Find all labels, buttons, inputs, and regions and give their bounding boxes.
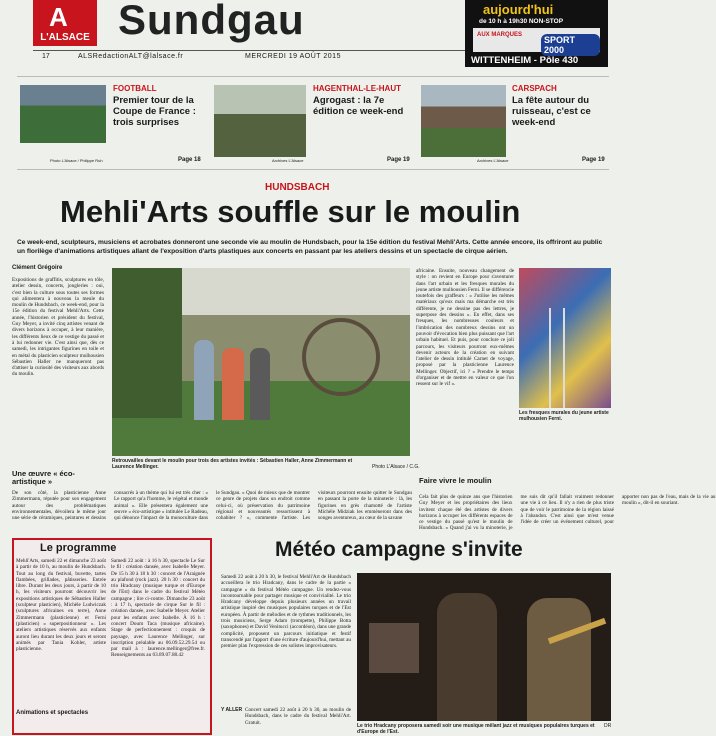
article-chapeau: Ce week-end, sculpteurs, musiciens et acrobates donneront une seconde vie au moulin de Hundsbach, pour la 15e édition du festival Mehli'Arts. Cette année encore, ils offriront au public un florilège d'animations artistiques allant de l'exposition d'arts plastiques aux concerts en passant par les ateliers dessins et un spectacle de cirque aérien. — [17, 239, 603, 255]
ad-location: WITTENHEIM - Pôle 430 — [471, 55, 579, 66]
ad-line2: de 10 h à 19h30 NON-STOP — [479, 18, 564, 25]
article-sub2-text: Cela fait plus de quinze ans que l'historien Guy Meyer et les propriétaires des lieux invitent chaque été des artistes de divers horizons à occuper les différents espaces de ce vestige du passé qu'est le moulin de Hundsbach. « Quand j'ai vu la minoterie, je me suis dit qu'il fallait vraiment redonner une vie à ce lieu. Il n'y a rien de plus triste que de voir le patrimoine de la région laissé à l'abandon. C'est ainsi que m'est venue l'idée de créer un événement culturel, pour apporter non pas de l'eau, mais de la vie au moulin », dit-il en souriant. — [419, 494, 716, 532]
photo-accordion — [369, 623, 419, 673]
mural-photo — [519, 268, 611, 408]
meteo-photo-credit: DR — [604, 723, 612, 729]
mural-caption: Les fresques murales du jeune artiste mulhousien Ferni. — [519, 410, 609, 422]
main-photo-credit: Photo L'Alsace / C.G. — [372, 464, 420, 470]
teaser-page: Page 18 — [178, 157, 201, 163]
ad-brand: AUX MARQUES — [477, 32, 523, 38]
teaser-credit: Archives L'Alsace — [272, 158, 304, 163]
programme-sub-text: Samedi 22 août : à 16 h 30, spectacle Le Sur le fil : création dansée, avec Isabelle Meyer. De 15 h 30 à 18 h 30 : concert de l'Araignée au plafond (rock jazz). 20 h 30 : concert du trio Hradcany (musique turque et d'Europe de l'Est) dans le cadre du festival Météo campagne ; lire ci-contre. Dimanche 23 août : à 17 h, spectacle de cirque Sur le fil : création dansée, avec Isabelle Meyer. Atelier pour les enfants avec Isabelle. À 16 h : concert Doum Taca (musique africaine). Stage de perfectionnement : croquis de paysage, avec Laurence Mellinger, sur inscription préalable au 06.09.52.29.54 ou par mail à : laurence.mellinger@free.fr. Renseignements au 03.89.07.88.42 — [111, 558, 205, 659]
masthead-date: MERCREDI 19 AOÛT 2015 — [245, 53, 341, 60]
teaser-kicker: FOOTBALL — [113, 84, 157, 93]
photo-musician-2 — [527, 598, 591, 721]
photo-person-1 — [194, 340, 214, 420]
teaser-credit: Archives L'Alsace — [477, 158, 509, 163]
teaser-title: Premier tour de la Coupe de France : trois surprises — [113, 95, 196, 128]
article-location: HUNDSBACH — [265, 182, 330, 193]
ad-brand2: SPORT 2000 — [541, 34, 600, 56]
article-headline: Mehli'Arts souffle sur le moulin — [60, 194, 521, 229]
programme-sub: Animations et spectacles — [16, 710, 89, 716]
programme-text: Mehli'Arts, samedi 22 et dimanche 23 août à partir de 10 h, au moulin de Hundsbach. Tout au long du festival, buvette, tartes flambées, grillades, pâtisseries. Entrée libre. Durant les deux jours, à partir de 10 h, les visiteurs pourront découvrir les expositions artistiques de Sébastien Haller (sculpteur plasticien), Michèle Ludwiczak (sculptures africaines en terre), Anne Zimmermann (plasticienne) et Ferni (plasticien) « superpositionneur ». Les ateliers artistiques réservés aux enfants auront lieu durant les deux jours et seront animés par Tania Kohler, artiste plasticienne. — [16, 558, 106, 653]
page-number: 17 — [42, 53, 50, 60]
logo-mark: A — [49, 2, 68, 32]
meteo-text: Samedi 22 août à 20 h 30, le festival Mehli'Art de Hundsbach accueillera le trio Hradcany, dans le cadre de la partie « campagne » du festival Météo campagne. Un rendez-vous incontournable pour partager musique et convivialité. Le trio Hradcany développe depuis plusieurs années un travail artistique inspiré des musiques populaires turques et de l'Est européen. À partir de mélodies et de rythmes traditionnels, les trois musiciens, Serge Adam (trompette), Philippe Botta (saxophones) et David Venitucci (accordéon), dans une grande complicité, proposent un parcours initiatique et festif transcendé par l'apport d'une écriture d'aujourd'hui, mettant au premier plan l'expression de ces solistes improvisateurs. — [221, 574, 351, 650]
teaser-page: Page 19 — [387, 157, 410, 163]
meteo-y-aller: Concert samedi 22 août à 20 h 30, au moulin de Hundsbach, dans le cadre du festival Mehli'Art. Gratuit. — [245, 707, 351, 726]
ad-brand-box — [473, 28, 600, 55]
teaser-kicker: HAGENTHAL-LE-HAUT — [313, 84, 401, 93]
photo-person-3 — [250, 348, 270, 420]
photo-mill-wheel — [302, 318, 380, 396]
main-photo-caption: Retrouvailles devant le moulin pour trois des artistes invités : Sébastien Haller, Anne Zimmermann et Laurence Mellinger. — [112, 458, 353, 470]
main-photo — [112, 268, 410, 456]
teaser-photo-football — [20, 85, 106, 143]
subhead-moulin: Faire vivre le moulin — [419, 476, 492, 485]
photo-ladder — [549, 308, 565, 408]
meteo-photo-caption: Le trio Hradcany proposera samedi soir une musique mêlant jazz et musiques populaires turques et d'Europe de l'Est. — [357, 723, 595, 735]
article-col3: africaine. Ensuite, nouveau changement de style : on revient en Europe pour s'aventurer dans l'art urbain et les fresques murales du jeune artiste mulhousien Ferni. Il se différencie toutefois des graffeurs : « J'utilise les mêmes matériaux qu'eux mais ma démarche est très différente, je ne dessine pas des lettres, je superpose des dessins ». En effet, dans ses fresques, les nombreuses couleurs et l'imbrication des nombreux dessins ont un pouvoir d'évocation bien plus puissant que l'art urbain habituel. Et puis, pour conclure ce joli parcours, les visiteurs pourront eux-mêmes devenir acteurs de la création en suivant l'atelier de dessin intitulé Carnet de voyage, proposé par la plasticienne Laurence Mellinger. Objectif, ici ? « Prendre le temps d'organiser et de mettre en valeur ce que l'on ressent sur le vif ». — [416, 268, 515, 388]
teaser-credit: Photo L'Alsace / Philippe Ruh — [50, 158, 103, 163]
article-author: Clément Grégoire — [12, 265, 63, 271]
teaser-title: Agrogast : la 7e édition ce week-end — [313, 95, 404, 117]
photo-tree — [112, 268, 182, 418]
teaser-page: Page 19 — [582, 157, 605, 163]
article-col1: Expositions de graffitis, sculptures en tôle, atelier dessin, concerts, jongleries : oui, c'est bien la culture sous toutes ses formes qui alimentera à nouveau la meule du moulin de Hundsbach, ce week-end, pour la 15e édition du festival Mehli'Arts. Cette année, l'historien et président du festival, Guy Meyer, a invité cinq artistes venant de divers horizons à occuper, à leur manière, les différents lieux de ce vestige du passé et à lui redonner vie. C'est ainsi que, dès ce samedi, les intrigantes figurines en toile et en métal du plasticien sculpteur mulhousien Sébastien Haller ne manqueront pas d'attiser la curiosité des visiteurs aux abords du moulin. — [12, 277, 104, 378]
meteo-y-aller-label: Y ALLER — [221, 707, 243, 713]
teaser-photo-agrogast — [214, 85, 306, 157]
subhead-eco: Une œuvre « éco-artistique » — [12, 469, 75, 486]
meteo-photo — [357, 573, 611, 721]
logo — [33, 0, 97, 46]
meteo-headline: Météo campagne s'invite — [275, 538, 523, 561]
teaser-title: La fête autour du ruisseau, c'est ce week-end — [512, 95, 591, 128]
masthead-email: ALSRedactionALT@lalsace.fr — [78, 53, 184, 60]
photo-person-2 — [222, 348, 244, 420]
article-sub1-text: De son côté, la plasticienne Anne Zimmermann, réputée pour son engagement autour des problématiques environnementales, dévoilera le même jour une série de céramiques, peintures et dessins consacrés à un thème qui lui est très cher : « Le rapport qu'a l'homme, le végétal et monde animal ». Elle présentera également une œuvre « éco-artistique » intitulée Le Radeau, qui dénonce l'impact de la monoculture dans le Sundgau. « Quoi de mieux que de montrer ce genre de projets dans un endroit comme celui-ci, où préservation du patrimoine régional et nouveautés ressortissent à cohabiter ? », commente l'artiste. Les visiteurs pourront ensuite quitter le Sundgau en passant la porte de la minoterie : là, les figurines en grès chamotté de l'artiste Michèle Midziak les emmèneront dans des songes aventureux, au cœur de la savane — [12, 490, 412, 522]
photo-musician-1 — [437, 593, 497, 721]
ad-box — [465, 0, 608, 67]
programme-title: Le programme — [40, 542, 117, 554]
section-title: Sundgau — [118, 0, 305, 43]
teaser-kicker: CARSPACH — [512, 84, 557, 93]
logo-text: L'ALSACE — [40, 32, 90, 43]
ad-line1: aujourd'hui — [483, 2, 554, 17]
teaser-photo-carspach — [421, 85, 506, 157]
